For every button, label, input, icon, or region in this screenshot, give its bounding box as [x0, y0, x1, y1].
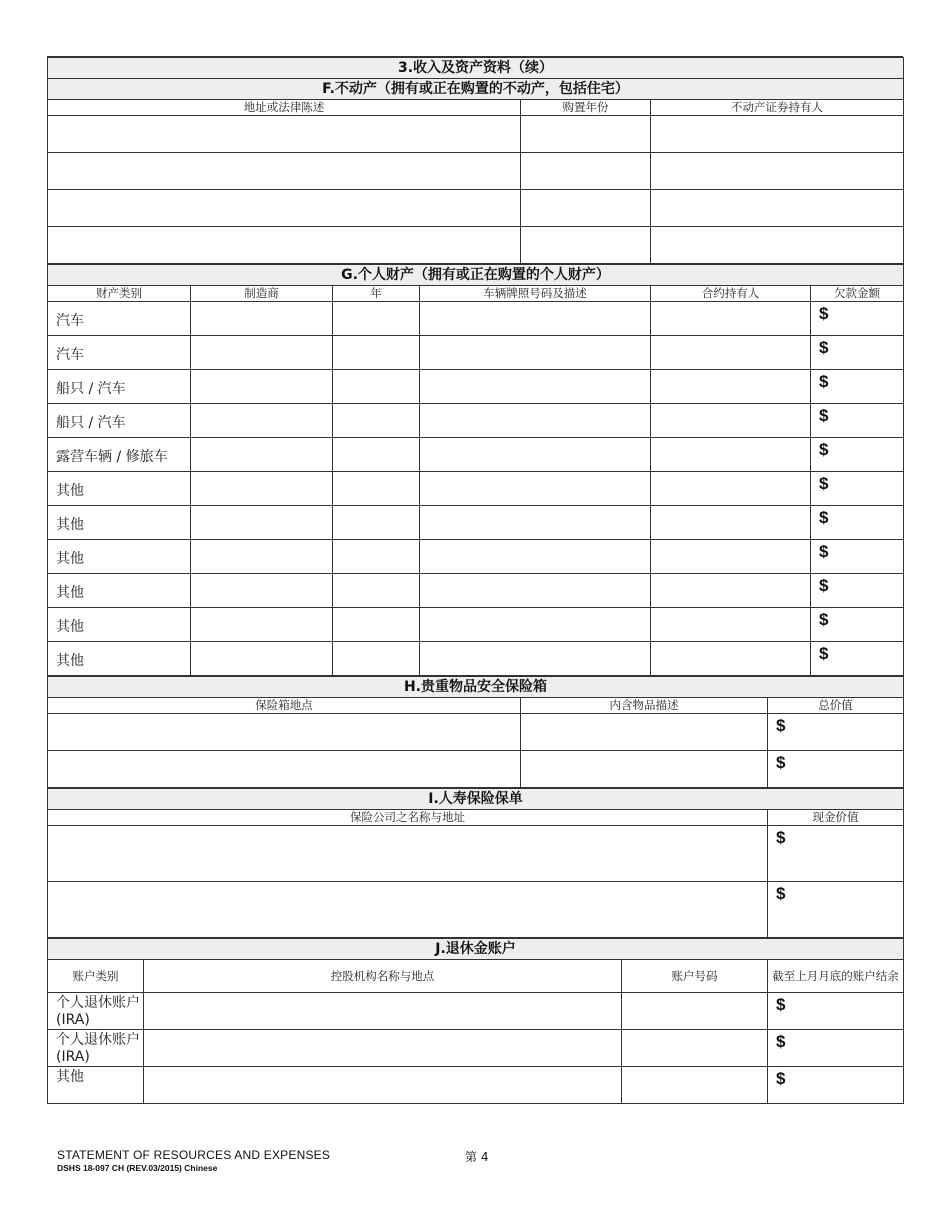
- retirement-account-row: [48, 993, 904, 1030]
- dollar-sign: $: [819, 304, 829, 323]
- manufacturer-field[interactable]: [191, 642, 333, 676]
- manufacturer-field[interactable]: [191, 404, 333, 438]
- dollar-sign: $: [819, 644, 829, 663]
- property-type-label: 船只 / 汽车: [48, 370, 191, 404]
- contract-holder-field[interactable]: [651, 336, 811, 370]
- account-number-field[interactable]: [622, 1030, 768, 1067]
- contract-holder-field[interactable]: [651, 540, 811, 574]
- personal-property-row: [48, 438, 904, 472]
- section-g-title: G.个人财产（拥有或正在购置的个人财产）: [48, 265, 904, 286]
- property-type-label: 其他: [48, 472, 191, 506]
- col-contract-holder: 合约持有人: [651, 286, 811, 302]
- section-f-title: F.不动产（拥有或正在购置的不动产，包括住宅）: [48, 79, 904, 100]
- amount-owed-field[interactable]: [811, 370, 904, 404]
- insurer-field[interactable]: [48, 882, 768, 938]
- dollar-sign: $: [819, 474, 829, 493]
- contract-holder-field[interactable]: [651, 370, 811, 404]
- form-title: STATEMENT OF RESOURCES AND EXPENSES: [57, 1148, 331, 1162]
- amount-owed-field[interactable]: [811, 540, 904, 574]
- contract-holder-field[interactable]: [651, 302, 811, 336]
- footer: [57, 1148, 330, 1173]
- amount-owed-field[interactable]: [811, 404, 904, 438]
- account-type-label: 个人退休账户(IRA): [48, 1030, 144, 1067]
- col-account-type: 账户类别: [48, 960, 144, 993]
- section-j-table: [47, 938, 904, 1104]
- col-property-type: 财产类别: [48, 286, 191, 302]
- section-i-table: [47, 788, 904, 938]
- dollar-sign: $: [776, 1032, 786, 1051]
- amount-owed-field[interactable]: [811, 302, 904, 336]
- year-field[interactable]: [521, 116, 651, 153]
- col-insurer: 保险公司之名称与地址: [48, 810, 768, 826]
- dollar-sign: $: [819, 338, 829, 357]
- plate-field[interactable]: [420, 472, 651, 506]
- form-page: [47, 56, 903, 1104]
- year-field[interactable]: [521, 227, 651, 264]
- dollar-sign: $: [776, 828, 786, 847]
- personal-property-row: [48, 540, 904, 574]
- personal-property-row: [48, 642, 904, 676]
- manufacturer-field[interactable]: [191, 370, 333, 404]
- year-field[interactable]: [333, 336, 420, 370]
- value-field[interactable]: [768, 714, 904, 751]
- year-field[interactable]: [521, 153, 651, 190]
- dollar-sign: $: [776, 995, 786, 1014]
- amount-owed-field[interactable]: [811, 438, 904, 472]
- property-type-label: 其他: [48, 506, 191, 540]
- plate-field[interactable]: [420, 506, 651, 540]
- section-j-title: J.退休金账户: [48, 939, 904, 960]
- value-field[interactable]: [768, 751, 904, 788]
- section-h-table: [47, 676, 904, 788]
- manufacturer-field[interactable]: [191, 302, 333, 336]
- col-plate: 车辆牌照号码及描述: [420, 286, 651, 302]
- account-number-field[interactable]: [622, 1067, 768, 1104]
- account-type-label: 个人退休账户(IRA): [48, 993, 144, 1030]
- personal-property-row: [48, 472, 904, 506]
- balance-field[interactable]: [768, 1030, 904, 1067]
- year-field[interactable]: [333, 302, 420, 336]
- institution-field[interactable]: [144, 1030, 622, 1067]
- year-field[interactable]: [333, 540, 420, 574]
- dollar-sign: $: [776, 716, 786, 735]
- address-field[interactable]: [48, 116, 521, 153]
- safe-box-row: [48, 714, 904, 751]
- balance-field[interactable]: [768, 993, 904, 1030]
- dollar-sign: $: [776, 1069, 786, 1088]
- col-box-location: 保险箱地点: [48, 698, 521, 714]
- dollar-sign: $: [819, 440, 829, 459]
- location-field[interactable]: [48, 714, 521, 751]
- property-type-label: 其他: [48, 608, 191, 642]
- amount-owed-field[interactable]: [811, 642, 904, 676]
- contract-holder-field[interactable]: [651, 438, 811, 472]
- year-field[interactable]: [333, 642, 420, 676]
- address-field[interactable]: [48, 227, 521, 264]
- personal-property-row: [48, 404, 904, 438]
- personal-property-row: [48, 336, 904, 370]
- amount-owed-field[interactable]: [811, 472, 904, 506]
- col-account-number: 账户号码: [622, 960, 768, 993]
- property-type-label: 船只 / 汽车: [48, 404, 191, 438]
- col-purchase-year: 购置年份: [521, 100, 651, 116]
- col-balance: 截至上月月底的账户结余: [768, 960, 904, 993]
- real-estate-row: [48, 227, 904, 264]
- personal-property-row: [48, 302, 904, 336]
- plate-field[interactable]: [420, 438, 651, 472]
- page-number: 第 4: [465, 1150, 489, 1164]
- plate-field[interactable]: [420, 574, 651, 608]
- manufacturer-field[interactable]: [191, 336, 333, 370]
- cash-value-field[interactable]: [768, 826, 904, 882]
- personal-property-row: [48, 574, 904, 608]
- year-field[interactable]: [333, 608, 420, 642]
- contract-holder-field[interactable]: [651, 642, 811, 676]
- year-field[interactable]: [333, 438, 420, 472]
- col-manufacturer: 制造商: [191, 286, 333, 302]
- col-amount-owed: 欠款金额: [811, 286, 904, 302]
- account-type-label: 其他: [48, 1067, 144, 1104]
- section-g-table: [47, 264, 904, 676]
- property-type-label: 其他: [48, 642, 191, 676]
- holder-field[interactable]: [651, 227, 904, 264]
- contents-field[interactable]: [521, 751, 768, 788]
- cash-value-field[interactable]: [768, 882, 904, 938]
- plate-field[interactable]: [420, 642, 651, 676]
- section-title: 3.收入及资产资料（续）: [48, 58, 904, 79]
- plate-field[interactable]: [420, 404, 651, 438]
- holder-field[interactable]: [651, 190, 904, 227]
- address-field[interactable]: [48, 190, 521, 227]
- year-field[interactable]: [333, 506, 420, 540]
- holder-field[interactable]: [651, 116, 904, 153]
- real-estate-row: [48, 116, 904, 153]
- col-address: 地址或法律陈述: [48, 100, 521, 116]
- property-type-label: 汽车: [48, 302, 191, 336]
- account-number-field[interactable]: [622, 993, 768, 1030]
- section-i-title: I.人寿保险保单: [48, 789, 904, 810]
- dollar-sign: $: [819, 576, 829, 595]
- policy-row: [48, 826, 904, 882]
- address-field[interactable]: [48, 153, 521, 190]
- dollar-sign: $: [819, 610, 829, 629]
- col-cash-value: 现金价值: [768, 810, 904, 826]
- section-h-title: H.贵重物品安全保险箱: [48, 677, 904, 698]
- manufacturer-field[interactable]: [191, 506, 333, 540]
- dollar-sign: $: [819, 542, 829, 561]
- col-year: 年: [333, 286, 420, 302]
- institution-field[interactable]: [144, 1067, 622, 1104]
- contract-holder-field[interactable]: [651, 506, 811, 540]
- plate-field[interactable]: [420, 336, 651, 370]
- manufacturer-field[interactable]: [191, 608, 333, 642]
- manufacturer-field[interactable]: [191, 472, 333, 506]
- institution-field[interactable]: [144, 993, 622, 1030]
- year-field[interactable]: [333, 370, 420, 404]
- real-estate-row: [48, 153, 904, 190]
- col-institution: 控股机构名称与地点: [144, 960, 622, 993]
- contents-field[interactable]: [521, 714, 768, 751]
- contract-holder-field[interactable]: [651, 608, 811, 642]
- dollar-sign: $: [776, 753, 786, 772]
- balance-field[interactable]: [768, 1067, 904, 1104]
- retirement-account-row: [48, 1030, 904, 1067]
- col-title-holder: 不动产证券持有人: [651, 100, 904, 116]
- safe-box-row: [48, 751, 904, 788]
- dollar-sign: $: [776, 884, 786, 903]
- location-field[interactable]: [48, 751, 521, 788]
- property-type-label: 汽车: [48, 336, 191, 370]
- property-type-label: 其他: [48, 540, 191, 574]
- manufacturer-field[interactable]: [191, 540, 333, 574]
- amount-owed-field[interactable]: [811, 608, 904, 642]
- year-field[interactable]: [521, 190, 651, 227]
- section-f-table: [47, 57, 904, 264]
- form-code: DSHS 18-097 CH (REV.03/2015) Chinese: [57, 1163, 218, 1173]
- plate-field[interactable]: [420, 302, 651, 336]
- plate-field[interactable]: [420, 540, 651, 574]
- year-field[interactable]: [333, 472, 420, 506]
- personal-property-row: [48, 506, 904, 540]
- col-contents: 内含物品描述: [521, 698, 768, 714]
- policy-row: [48, 882, 904, 938]
- personal-property-row: [48, 370, 904, 404]
- retirement-account-row: [48, 1067, 904, 1104]
- manufacturer-field[interactable]: [191, 574, 333, 608]
- manufacturer-field[interactable]: [191, 438, 333, 472]
- real-estate-row: [48, 190, 904, 227]
- year-field[interactable]: [333, 574, 420, 608]
- amount-owed-field[interactable]: [811, 336, 904, 370]
- col-total-value: 总价值: [768, 698, 904, 714]
- year-field[interactable]: [333, 404, 420, 438]
- contract-holder-field[interactable]: [651, 472, 811, 506]
- property-type-label: 其他: [48, 574, 191, 608]
- holder-field[interactable]: [651, 153, 904, 190]
- plate-field[interactable]: [420, 608, 651, 642]
- insurer-field[interactable]: [48, 826, 768, 882]
- plate-field[interactable]: [420, 370, 651, 404]
- dollar-sign: $: [819, 508, 829, 527]
- contract-holder-field[interactable]: [651, 574, 811, 608]
- amount-owed-field[interactable]: [811, 574, 904, 608]
- personal-property-row: [48, 608, 904, 642]
- dollar-sign: $: [819, 372, 829, 391]
- amount-owed-field[interactable]: [811, 506, 904, 540]
- dollar-sign: $: [819, 406, 829, 425]
- property-type-label: 露营车辆 / 修旅车: [48, 438, 191, 472]
- contract-holder-field[interactable]: [651, 404, 811, 438]
